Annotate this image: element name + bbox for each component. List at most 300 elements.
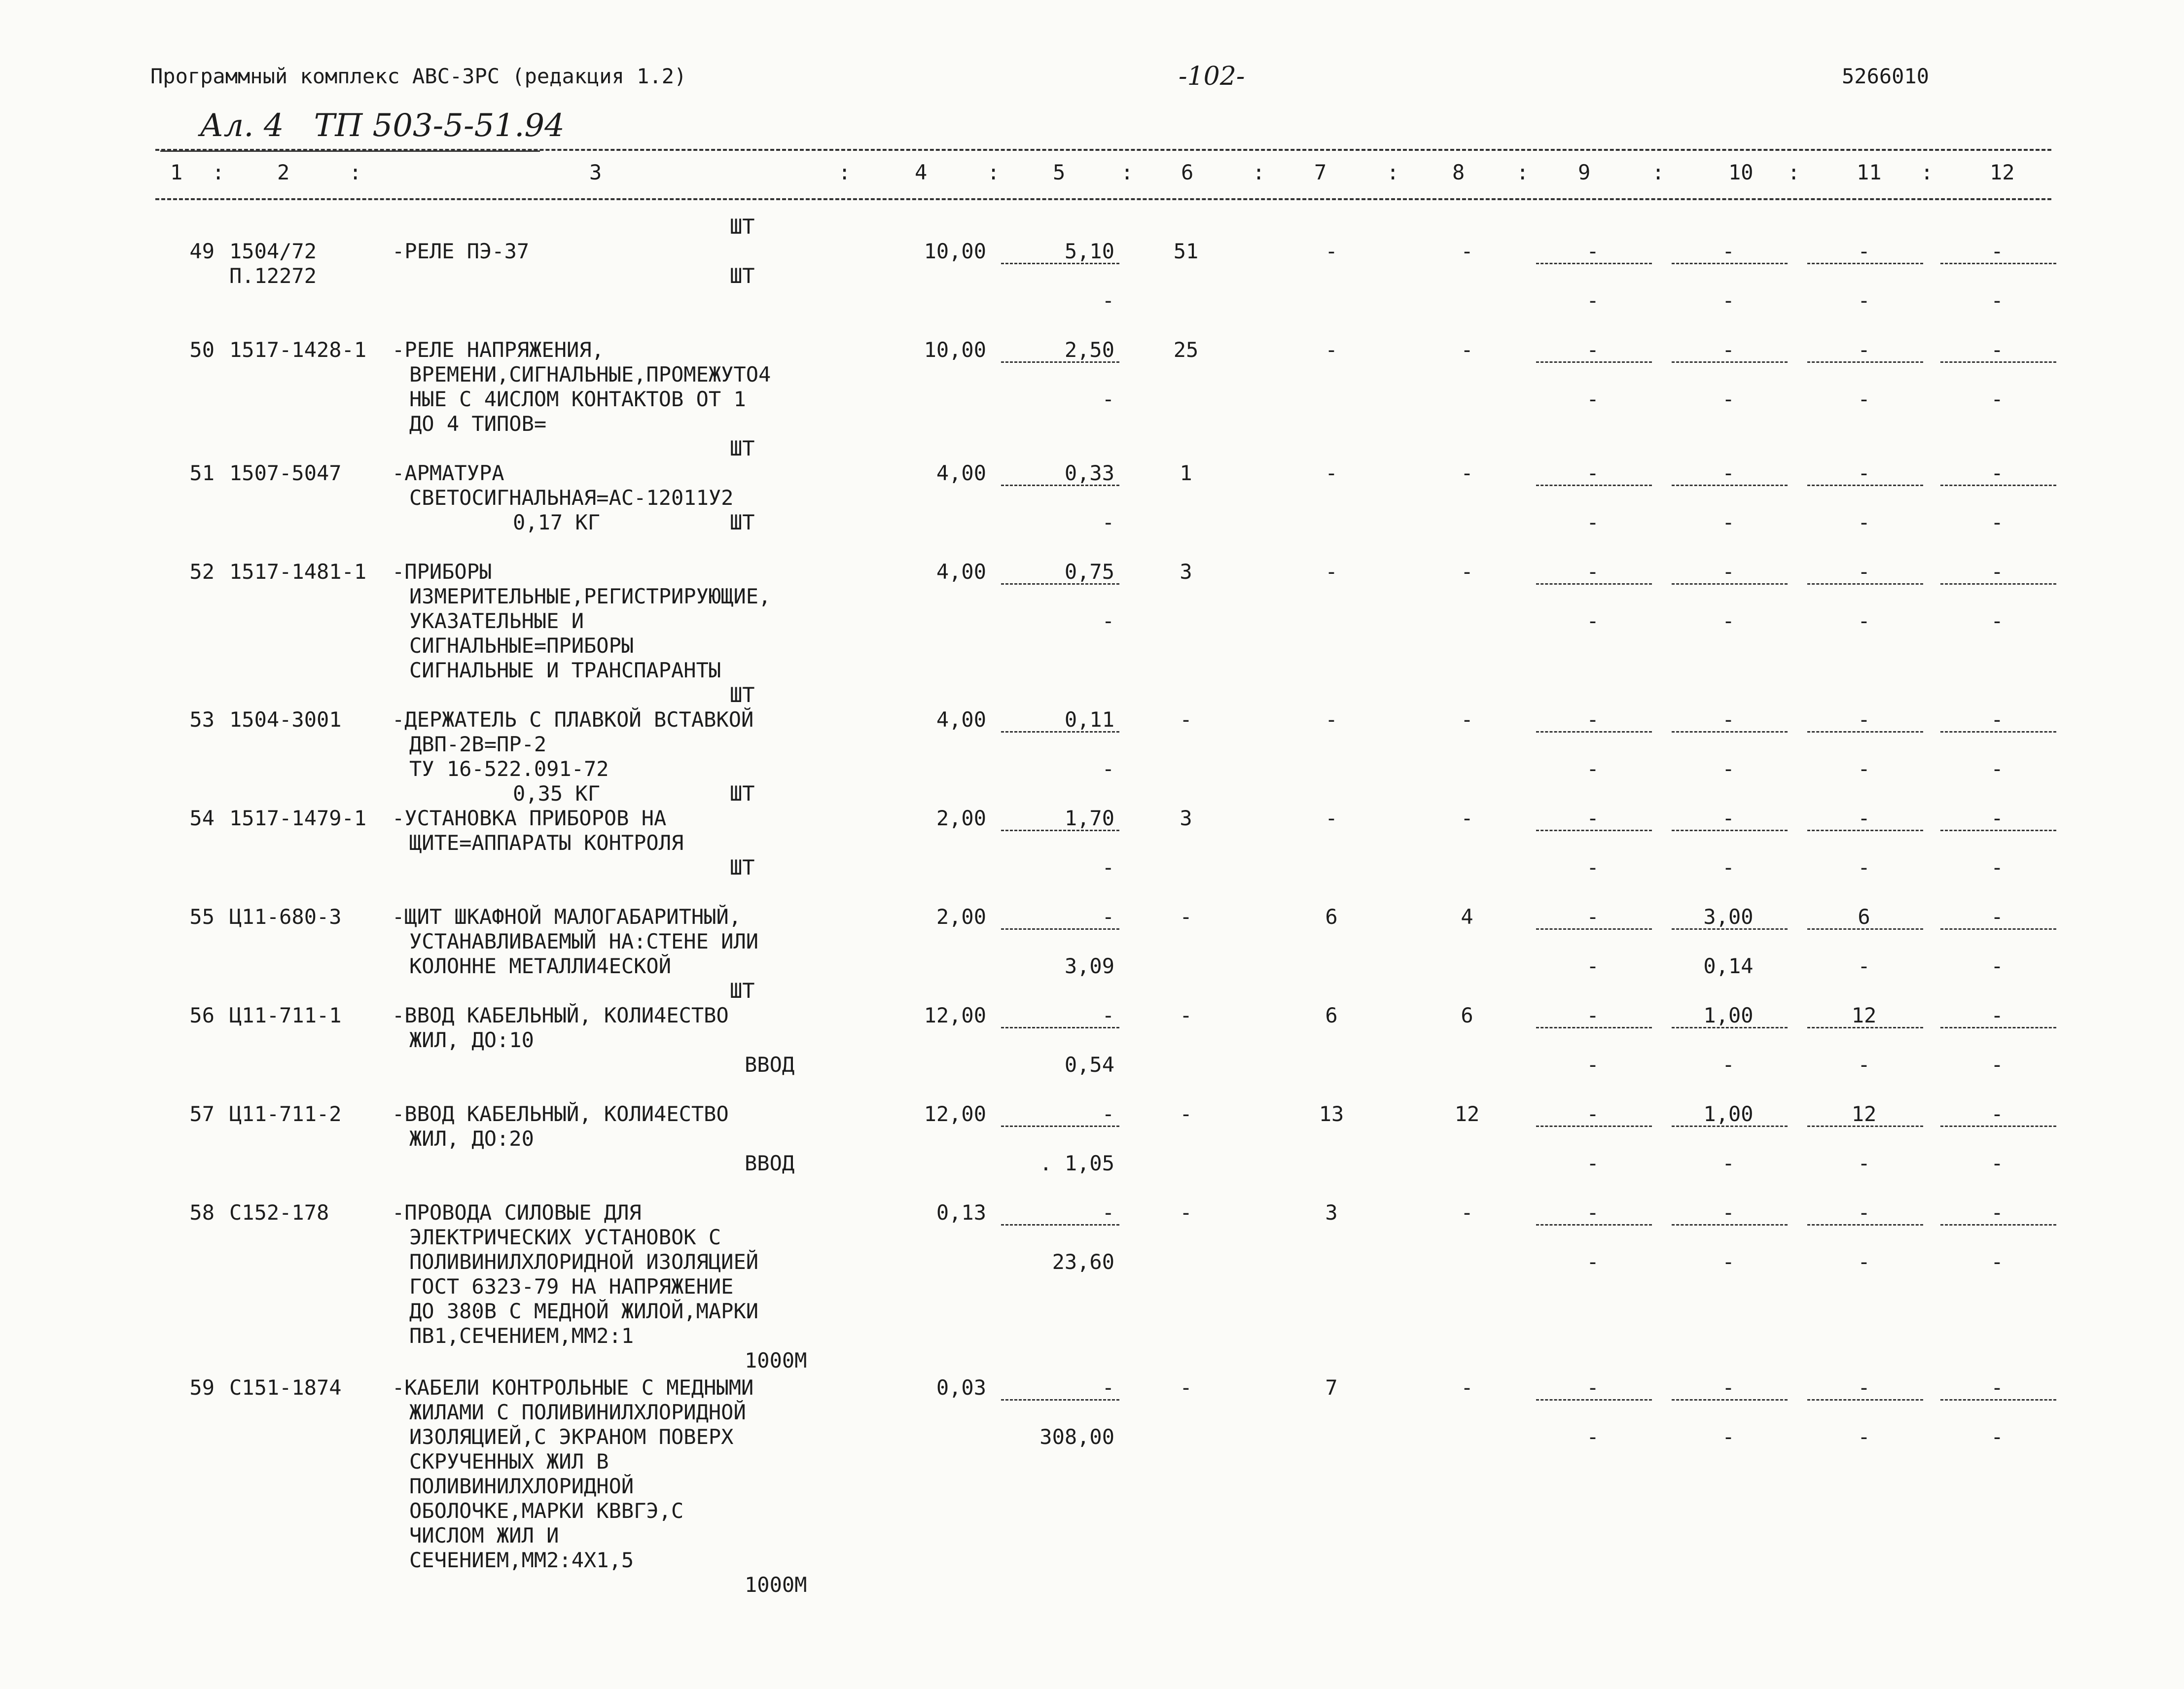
item-description: СИГНАЛЬНЫЕ И ТРАНСПАРАНТЫ: [409, 658, 721, 682]
column-12-value: -: [1991, 338, 2004, 362]
price-detail-value: -: [1102, 855, 1114, 880]
column-9-value: -: [1586, 239, 1599, 263]
item-description: УКАЗАТЕЛЬНЫЕ И: [409, 609, 584, 633]
row-number: 53: [189, 707, 215, 732]
weight-value: 0,35 КГ: [513, 781, 601, 806]
weight-value: 0,17 КГ: [513, 510, 601, 534]
column-9-value: -: [1586, 560, 1599, 584]
item-description: ОБОЛОЧКЕ,МАРКИ КВВГЭ,С: [409, 1499, 684, 1523]
divider-dashes: [1536, 830, 1652, 831]
column-12-detail: -: [1991, 855, 2004, 880]
divider-dashes: [1940, 583, 2056, 585]
column-10-detail: -: [1722, 1425, 1735, 1449]
unit-price-value: -: [1102, 1200, 1114, 1225]
column-8-value: 12: [1454, 1102, 1480, 1126]
program-title: Программный комплекс АВС-3РС (редакция 1.2): [150, 64, 687, 88]
column-9-value: -: [1586, 806, 1599, 830]
column-9-detail: -: [1586, 1053, 1599, 1077]
row-number: 49: [189, 239, 215, 263]
column-10-value: 3,00: [1703, 905, 1754, 929]
column-separator: :: [987, 160, 1000, 184]
column-11-value: -: [1858, 1375, 1870, 1400]
column-number-4: 4: [915, 160, 928, 184]
column-11-detail: -: [1858, 288, 1870, 313]
item-description: -ПРОВОДА СИЛОВЫЕ ДЛЯ: [392, 1200, 642, 1225]
column-10-detail: -: [1722, 387, 1735, 411]
column-7-value: -: [1325, 461, 1338, 485]
divider-dashes: [1001, 263, 1119, 264]
column-11-value: -: [1858, 239, 1870, 263]
column-12-value: -: [1991, 1375, 2004, 1400]
quantity-value: 4,00: [936, 461, 986, 485]
column-7-value: 3: [1325, 1200, 1338, 1225]
divider-dashes: [1807, 1126, 1923, 1127]
unit-price-value: -: [1102, 1375, 1114, 1400]
row-number: 56: [189, 1003, 215, 1027]
column-12-detail: -: [1991, 387, 2004, 411]
item-description: ИЗМЕРИТЕЛЬНЫЕ,РЕГИСТРИРУЮЩИЕ,: [409, 584, 771, 608]
column-8-value: -: [1461, 707, 1473, 732]
divider-dashes: [1001, 485, 1119, 486]
column-separator: :: [1921, 160, 1933, 184]
column-11-value: -: [1858, 1200, 1870, 1225]
divider-dashes: [1001, 1399, 1119, 1401]
column-separator: :: [1516, 160, 1529, 184]
row-number: 51: [189, 461, 215, 485]
column-7-value: 13: [1319, 1102, 1344, 1126]
unit-label: ШТ: [730, 855, 755, 880]
page-number: -102-: [1179, 62, 1245, 91]
divider-dashes: [1536, 263, 1652, 264]
divider-dashes: [1807, 731, 1923, 733]
column-9-detail: -: [1586, 954, 1599, 978]
column-8-value: -: [1461, 338, 1473, 362]
divider-dashes: [1807, 830, 1923, 831]
item-description: -ДЕРЖАТЕЛЬ С ПЛАВКОЙ ВСТАВКОЙ: [392, 707, 754, 732]
total-cost-value: 3: [1180, 806, 1192, 830]
row-number: 59: [189, 1375, 215, 1400]
price-detail-value: . 1,05: [1039, 1151, 1114, 1175]
normative-code: Ц11-711-2: [229, 1102, 342, 1126]
quantity-value: 4,00: [936, 560, 986, 584]
column-7-value: 6: [1325, 1003, 1338, 1027]
divider-dashes: [1672, 583, 1788, 585]
column-9-value: -: [1586, 905, 1599, 929]
column-12-value: -: [1991, 806, 2004, 830]
column-10-detail: -: [1722, 855, 1735, 880]
column-12-value: -: [1991, 461, 2004, 485]
column-separator: :: [838, 160, 851, 184]
divider-dashes: [1536, 1126, 1652, 1127]
price-detail-value: -: [1102, 510, 1114, 534]
quantity-value: 4,00: [936, 707, 986, 732]
divider-dashes: [1672, 928, 1788, 930]
column-8-value: -: [1461, 560, 1473, 584]
column-12-detail: -: [1991, 757, 2004, 781]
item-description: ЭЛЕКТРИЧЕСКИХ УСТАНОВОК С: [409, 1225, 721, 1249]
divider-dashes: [1672, 485, 1788, 486]
divider-dashes: [1807, 928, 1923, 930]
item-description: ПОЛИВИНИЛХЛОРИДНОЙ ИЗОЛЯЦИЕЙ: [409, 1250, 759, 1274]
column-11-detail: -: [1858, 954, 1870, 978]
divider-dashes: [1940, 1399, 2056, 1401]
item-description: ДО 4 ТИПОВ=: [409, 412, 547, 436]
column-11-detail: -: [1858, 1250, 1870, 1274]
column-10-detail: -: [1722, 510, 1735, 534]
divider-dashes: [1807, 1399, 1923, 1401]
column-9-value: -: [1586, 1375, 1599, 1400]
column-separator: :: [1387, 160, 1399, 184]
row-number: 55: [189, 905, 215, 929]
divider-dashes: [1940, 830, 2056, 831]
divider-dashes: [1807, 1027, 1923, 1028]
column-separator: :: [1253, 160, 1265, 184]
unit-price-value: 0,11: [1064, 707, 1114, 732]
column-number-3: 3: [589, 160, 602, 184]
column-10-value: -: [1722, 338, 1735, 362]
column-11-value: -: [1858, 560, 1870, 584]
divider-dashes: [1001, 583, 1119, 585]
column-10-value: 1,00: [1703, 1003, 1754, 1027]
divider-dashes: [1807, 263, 1923, 264]
item-description: ЖИЛ, ДО:20: [409, 1126, 534, 1151]
divider-dashes: [1536, 1027, 1652, 1028]
column-10-value: -: [1722, 560, 1735, 584]
column-11-value: -: [1858, 461, 1870, 485]
column-12-detail: -: [1991, 510, 2004, 534]
column-number-8: 8: [1452, 160, 1465, 184]
total-cost-value: -: [1180, 707, 1192, 732]
price-detail-value: 0,54: [1064, 1053, 1114, 1077]
column-11-detail: -: [1858, 609, 1870, 633]
divider-dashes: [1536, 1399, 1652, 1401]
divider-dashes: [1001, 1027, 1119, 1028]
column-7-value: -: [1325, 338, 1338, 362]
column-10-detail: 0,14: [1703, 954, 1754, 978]
column-number-12: 12: [1990, 160, 2015, 184]
unit-label: ШТ: [730, 264, 755, 288]
column-number-7: 7: [1314, 160, 1327, 184]
item-description: -АРМАТУРА: [392, 461, 504, 485]
column-9-value: -: [1586, 338, 1599, 362]
unit-label: ШТ: [730, 510, 755, 534]
column-separator: :: [1788, 160, 1800, 184]
unit-price-value: 2,50: [1064, 338, 1114, 362]
divider-dashes: [1807, 1224, 1923, 1226]
column-header-rule: [155, 198, 2051, 200]
unit-label: ШТ: [730, 979, 755, 1003]
divider-dashes: [1672, 1027, 1788, 1028]
column-number-1: 1: [170, 160, 183, 184]
unit-label: ВВОД: [745, 1053, 795, 1077]
document-code: 5266010: [1842, 64, 1930, 88]
column-12-value: -: [1991, 1003, 2004, 1027]
divider-dashes: [1940, 361, 2056, 363]
item-description: -КАБЕЛИ КОНТРОЛЬНЫЕ С МЕДНЫМИ: [392, 1375, 754, 1400]
column-number-6: 6: [1181, 160, 1194, 184]
item-description: КОЛОННЕ МЕТАЛЛИ4ЕСКОЙ: [409, 954, 672, 978]
total-cost-value: -: [1180, 1200, 1192, 1225]
column-8-value: -: [1461, 461, 1473, 485]
item-description: -УСТАНОВКА ПРИБОРОВ НА: [392, 806, 667, 830]
divider-dashes: [1807, 485, 1923, 486]
divider-dashes: [1672, 263, 1788, 264]
divider-dashes: [1536, 928, 1652, 930]
divider-dashes: [1940, 928, 2056, 930]
column-10-value: -: [1722, 1375, 1735, 1400]
column-11-detail: -: [1858, 387, 1870, 411]
column-7-value: -: [1325, 707, 1338, 732]
column-9-detail: -: [1586, 609, 1599, 633]
column-12-value: -: [1991, 905, 2004, 929]
column-12-value: -: [1991, 707, 2004, 732]
column-12-detail: -: [1991, 609, 2004, 633]
quantity-value: 2,00: [936, 806, 986, 830]
divider-dashes: [1807, 583, 1923, 585]
column-8-value: -: [1461, 1200, 1473, 1225]
table-top-rule: [155, 149, 2051, 151]
item-description: -ЩИТ ШКАФНОЙ МАЛОГАБАРИТНЫЙ,: [392, 905, 742, 929]
item-description: СЕЧЕНИЕМ,ММ2:4Х1,5: [409, 1548, 634, 1572]
column-9-value: -: [1586, 1102, 1599, 1126]
divider-dashes: [1536, 485, 1652, 486]
item-description: -РЕЛЕ ПЭ-37: [392, 239, 530, 263]
column-9-detail: -: [1586, 1425, 1599, 1449]
item-description: СВЕТОСИГНАЛЬНАЯ=АС-12011У2: [409, 486, 734, 510]
divider-dashes: [1001, 1224, 1119, 1226]
item-description: -ВВОД КАБЕЛЬНЫЙ, КОЛИ4ЕСТВО: [392, 1102, 729, 1126]
unit-label: ШТ: [730, 781, 755, 806]
column-12-detail: -: [1991, 288, 2004, 313]
column-10-value: 1,00: [1703, 1102, 1754, 1126]
normative-code: С151-1874: [229, 1375, 342, 1400]
quantity-value: 10,00: [924, 338, 986, 362]
column-number-11: 11: [1857, 160, 1882, 184]
column-11-detail: -: [1858, 855, 1870, 880]
item-description: ЩИТЕ=АППАРАТЫ КОНТРОЛЯ: [409, 831, 684, 855]
column-7-value: -: [1325, 560, 1338, 584]
column-12-detail: -: [1991, 1151, 2004, 1175]
column-separator: :: [1652, 160, 1665, 184]
divider-dashes: [1672, 1224, 1788, 1226]
column-11-value: -: [1858, 707, 1870, 732]
column-9-value: -: [1586, 707, 1599, 732]
normative-code: Ц11-711-1: [229, 1003, 342, 1027]
column-number-10: 10: [1728, 160, 1754, 184]
unit-label: 1000М: [745, 1573, 807, 1597]
divider-dashes: [1807, 361, 1923, 363]
total-cost-value: 25: [1173, 338, 1199, 362]
column-10-detail: -: [1722, 1053, 1735, 1077]
divider-dashes: [1536, 361, 1652, 363]
item-description: ЖИЛАМИ С ПОЛИВИНИЛХЛОРИДНОЙ: [409, 1400, 746, 1424]
price-detail-value: 308,00: [1039, 1425, 1114, 1449]
quantity-value: 2,00: [936, 905, 986, 929]
unit-price-value: 0,75: [1064, 560, 1114, 584]
normative-code: 1517-1428-1: [229, 338, 367, 362]
divider-dashes: [1001, 361, 1119, 363]
item-description: -ПРИБОРЫ: [392, 560, 492, 584]
row-number: 57: [189, 1102, 215, 1126]
quantity-value: 0,13: [936, 1200, 986, 1225]
column-10-value: -: [1722, 707, 1735, 732]
item-description: -РЕЛЕ НАПРЯЖЕНИЯ,: [392, 338, 604, 362]
column-8-value: 4: [1461, 905, 1473, 929]
item-description: ГОСТ 6323-79 НА НАПРЯЖЕНИЕ: [409, 1274, 734, 1299]
total-cost-value: 51: [1173, 239, 1199, 263]
total-cost-value: 1: [1180, 461, 1192, 485]
column-number-5: 5: [1053, 160, 1066, 184]
column-10-value: -: [1722, 239, 1735, 263]
normative-code: Ц11-680-3: [229, 905, 342, 929]
total-cost-value: -: [1180, 1375, 1192, 1400]
column-7-value: 7: [1325, 1375, 1338, 1400]
column-number-2: 2: [277, 160, 290, 184]
column-11-value: -: [1858, 338, 1870, 362]
item-description: ДО 380В С МЕДНОЙ ЖИЛОЙ,МАРКИ: [409, 1299, 759, 1323]
column-10-value: -: [1722, 461, 1735, 485]
normative-code: 1504/72: [229, 239, 317, 263]
quantity-value: 0,03: [936, 1375, 986, 1400]
total-cost-value: -: [1180, 1003, 1192, 1027]
normative-code: 1517-1481-1: [229, 560, 367, 584]
row-number: 52: [189, 560, 215, 584]
column-10-detail: -: [1722, 1250, 1735, 1274]
quantity-value: 12,00: [924, 1102, 986, 1126]
column-10-value: -: [1722, 1200, 1735, 1225]
divider-dashes: [1940, 731, 2056, 733]
unit-price-value: 1,70: [1064, 806, 1114, 830]
item-description: ДВП-2В=ПР-2: [409, 732, 547, 756]
column-12-value: -: [1991, 1102, 2004, 1126]
price-detail-value: -: [1102, 288, 1114, 313]
column-separator: :: [349, 160, 362, 184]
column-11-detail: -: [1858, 1151, 1870, 1175]
unit-price-value: 0,33: [1064, 461, 1114, 485]
item-description: ПВ1,СЕЧЕНИЕМ,ММ2:1: [409, 1324, 634, 1348]
column-11-value: 12: [1851, 1102, 1877, 1126]
unit-price-value: 5,10: [1064, 239, 1114, 263]
divider-dashes: [1940, 263, 2056, 264]
price-detail-value: -: [1102, 757, 1114, 781]
column-12-value: -: [1991, 560, 2004, 584]
unit-label: ШТ: [730, 214, 755, 239]
price-detail-value: -: [1102, 609, 1114, 633]
item-description: ЖИЛ, ДО:10: [409, 1028, 534, 1052]
price-detail-value: 3,09: [1064, 954, 1114, 978]
column-9-detail: -: [1586, 855, 1599, 880]
column-12-value: -: [1991, 239, 2004, 263]
item-description: ПОЛИВИНИЛХЛОРИДНОЙ: [409, 1474, 634, 1498]
column-10-detail: -: [1722, 609, 1735, 633]
column-separator: :: [1121, 160, 1134, 184]
divider-dashes: [1536, 731, 1652, 733]
total-cost-value: 3: [1180, 560, 1192, 584]
column-8-value: 6: [1461, 1003, 1473, 1027]
column-8-value: -: [1461, 239, 1473, 263]
divider-dashes: [1001, 731, 1119, 733]
column-11-value: 12: [1851, 1003, 1877, 1027]
normative-code: 1517-1479-1: [229, 806, 367, 830]
column-9-detail: -: [1586, 510, 1599, 534]
item-description: СИГНАЛЬНЫЕ=ПРИБОРЫ: [409, 633, 634, 658]
divider-dashes: [1536, 583, 1652, 585]
divider-dashes: [1940, 1126, 2056, 1127]
normative-code: 1504-3001: [229, 707, 342, 732]
column-10-detail: -: [1722, 757, 1735, 781]
column-10-value: -: [1722, 806, 1735, 830]
item-description: НЫЕ С 4ИСЛОМ КОНТАКТОВ ОТ 1: [409, 387, 746, 411]
unit-price-value: -: [1102, 1102, 1114, 1126]
column-11-value: 6: [1858, 905, 1870, 929]
item-description: ТУ 16-522.091-72: [409, 757, 609, 781]
column-9-value: -: [1586, 1003, 1599, 1027]
unit-label: ШТ: [730, 436, 755, 460]
column-7-value: 6: [1325, 905, 1338, 929]
unit-price-value: -: [1102, 905, 1114, 929]
item-description: ЧИСЛОМ ЖИЛ И: [409, 1523, 559, 1548]
divider-dashes: [1672, 361, 1788, 363]
normative-code-extra: П.12272: [229, 264, 317, 288]
column-12-detail: -: [1991, 1425, 2004, 1449]
column-10-detail: -: [1722, 1151, 1735, 1175]
column-7-value: -: [1325, 806, 1338, 830]
column-9-detail: -: [1586, 1151, 1599, 1175]
unit-label: ШТ: [730, 683, 755, 707]
item-description: СКРУЧЕННЫХ ЖИЛ В: [409, 1449, 609, 1474]
column-11-detail: -: [1858, 510, 1870, 534]
divider-dashes: [1672, 1126, 1788, 1127]
column-11-detail: -: [1858, 1053, 1870, 1077]
column-9-value: -: [1586, 1200, 1599, 1225]
total-cost-value: -: [1180, 905, 1192, 929]
row-number: 54: [189, 806, 215, 830]
unit-label: ВВОД: [745, 1151, 795, 1175]
item-description: -ВВОД КАБЕЛЬНЫЙ, КОЛИ4ЕСТВО: [392, 1003, 729, 1027]
column-separator: :: [212, 160, 225, 184]
column-9-detail: -: [1586, 288, 1599, 313]
divider-dashes: [1001, 1126, 1119, 1127]
unit-price-value: -: [1102, 1003, 1114, 1027]
column-11-value: -: [1858, 806, 1870, 830]
column-12-detail: -: [1991, 1250, 2004, 1274]
price-detail-value: -: [1102, 387, 1114, 411]
column-10-detail: -: [1722, 288, 1735, 313]
price-detail-value: 23,60: [1052, 1250, 1114, 1274]
column-8-value: -: [1461, 1375, 1473, 1400]
column-12-detail: -: [1991, 954, 2004, 978]
item-description: ИЗОЛЯЦИЕЙ,С ЭКРАНОМ ПОВЕРХ: [409, 1425, 734, 1449]
normative-code: 1507-5047: [229, 461, 342, 485]
divider-dashes: [1672, 731, 1788, 733]
divider-dashes: [1672, 830, 1788, 831]
column-12-value: -: [1991, 1200, 2004, 1225]
row-number: 50: [189, 338, 215, 362]
total-cost-value: -: [1180, 1102, 1192, 1126]
row-number: 58: [189, 1200, 215, 1225]
handwritten-reference: Ал. 4 ТП 503-5-51.94: [200, 107, 565, 144]
divider-dashes: [1940, 485, 2056, 486]
column-9-detail: -: [1586, 757, 1599, 781]
column-11-detail: -: [1858, 757, 1870, 781]
quantity-value: 10,00: [924, 239, 986, 263]
column-11-detail: -: [1858, 1425, 1870, 1449]
divider-dashes: [1001, 928, 1119, 930]
item-description: УСТАНАВЛИВАЕМЫЙ НА:СТЕНЕ ИЛИ: [409, 929, 759, 953]
column-7-value: -: [1325, 239, 1338, 263]
column-9-value: -: [1586, 461, 1599, 485]
column-9-detail: -: [1586, 1250, 1599, 1274]
